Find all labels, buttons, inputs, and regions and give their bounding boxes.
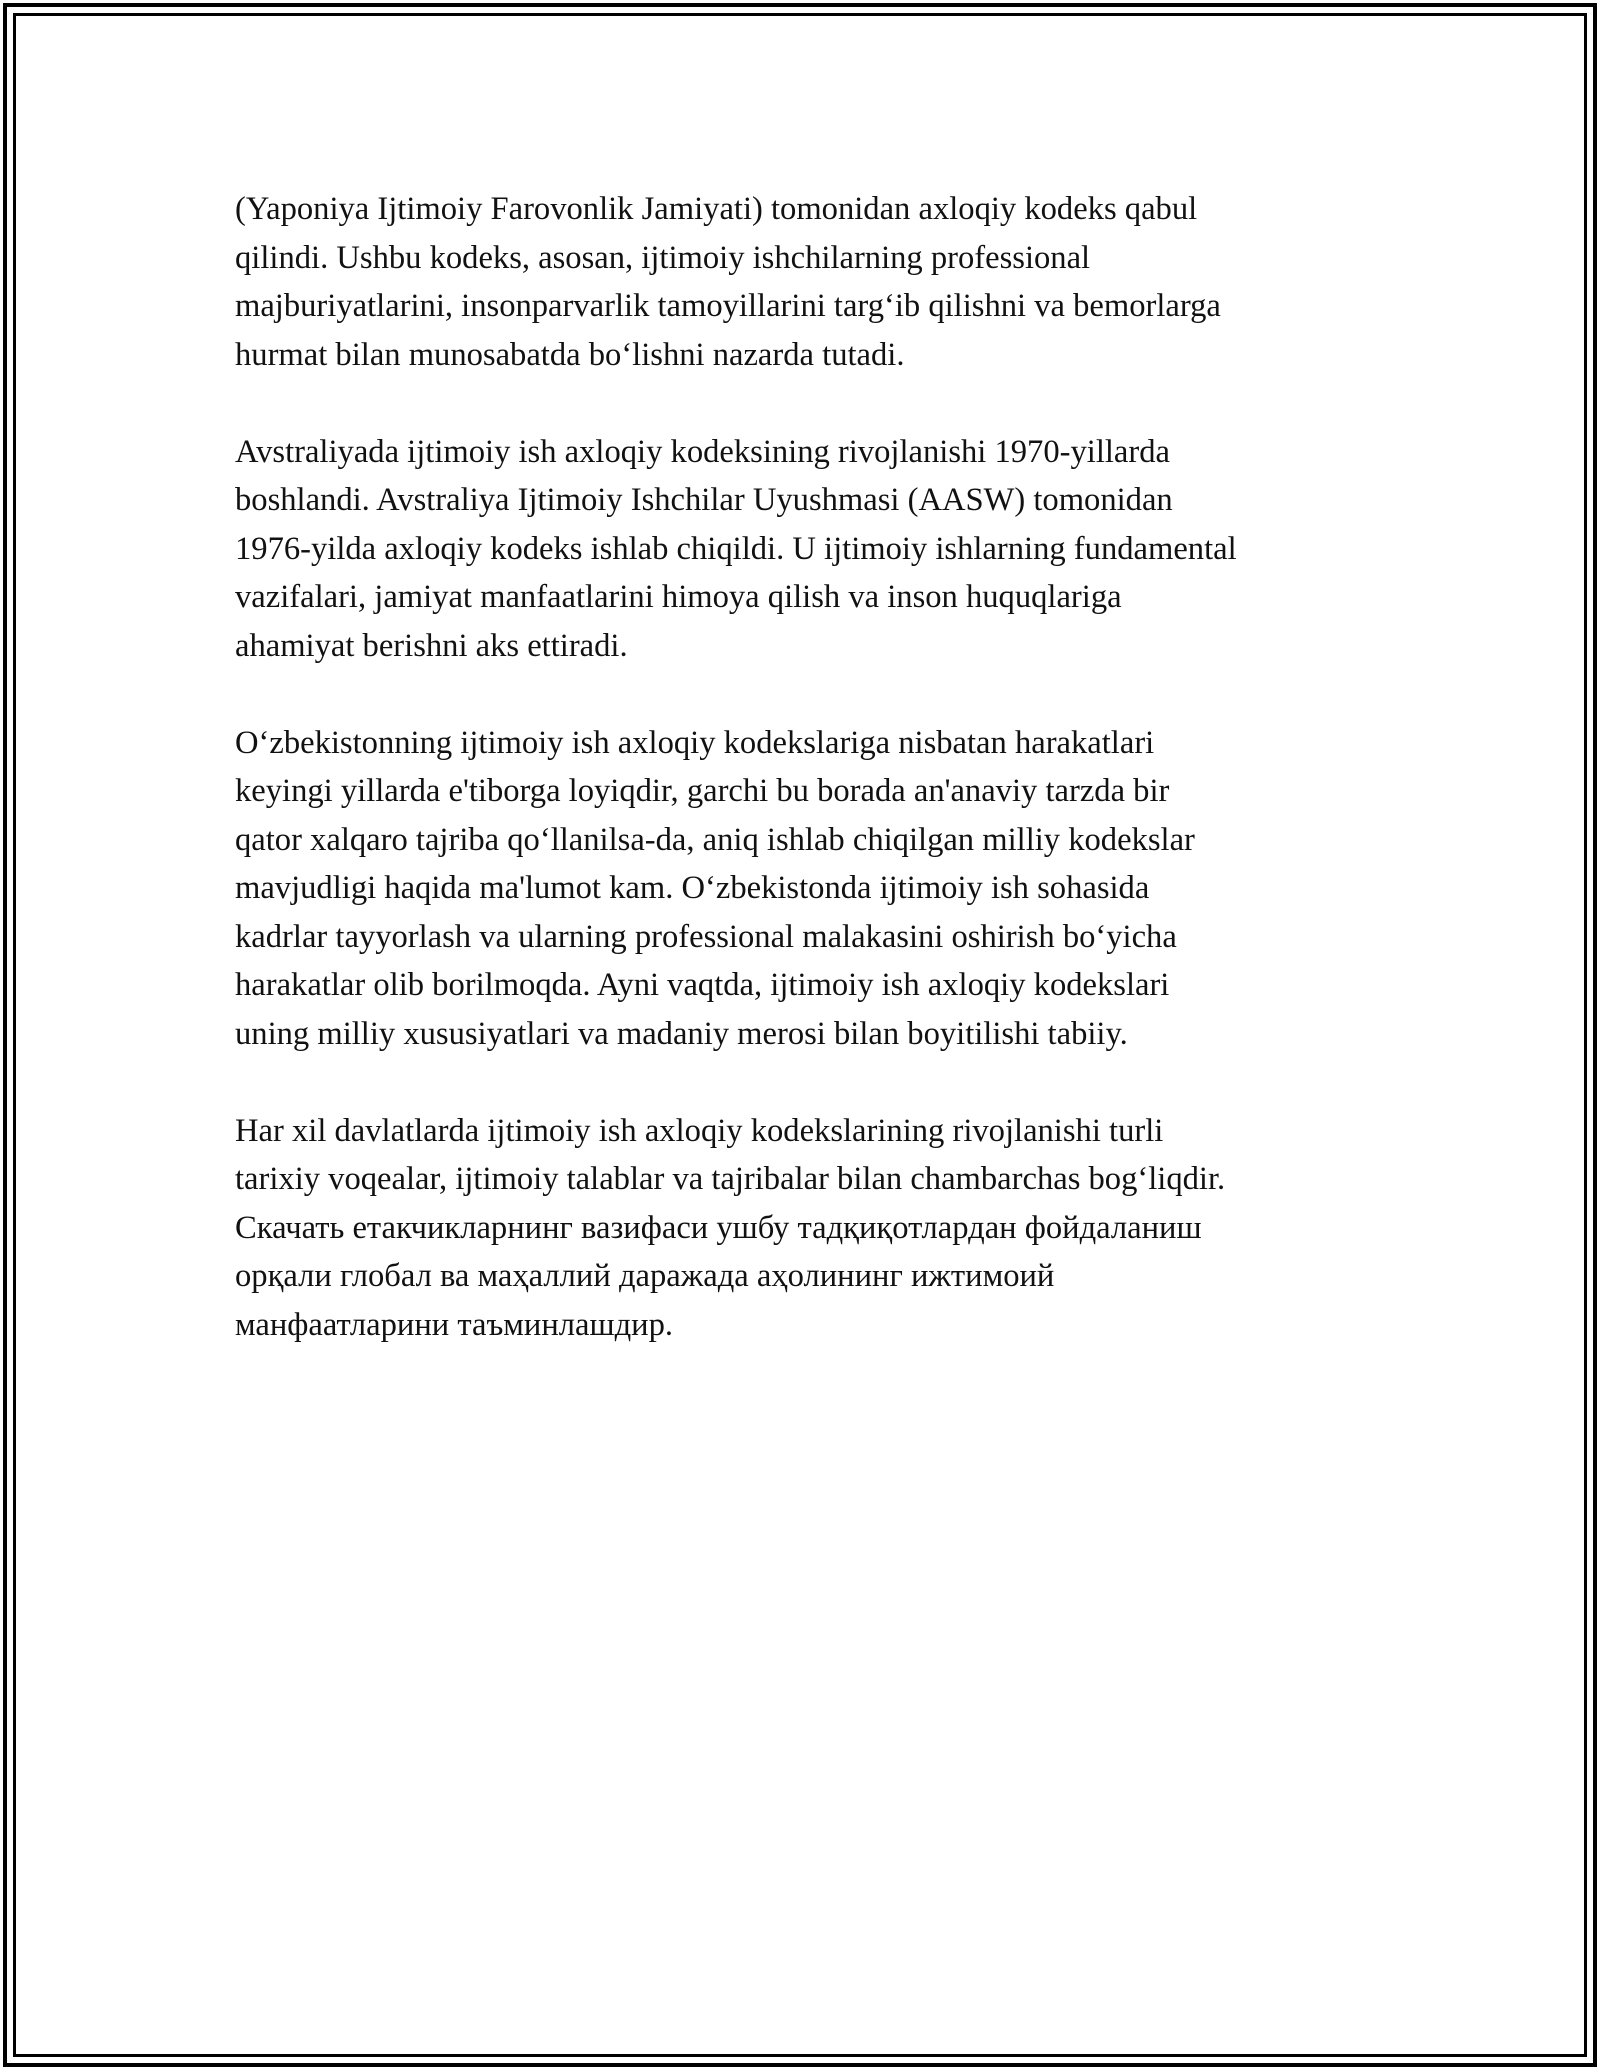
paragraph-australia-code <box>235 428 1365 671</box>
text-line: harakatlar olib borilmoqda. Ayni vaqtda, ijtimoiy ish axloqiy kodekslari <box>235 967 1170 1003</box>
text-line: орқали глобал ва маҳаллий даражада аҳолининг ижтимоий <box>235 1258 1055 1294</box>
text-line: qilindi. Ushbu kodeks, asosan, ijtimoiy ishchilarning professional <box>235 239 1091 276</box>
paragraph-japan-code <box>235 185 1365 379</box>
document-body <box>235 185 1365 1398</box>
paragraph-conclusion <box>235 1107 1365 1350</box>
text-line: kadrlar tayyorlash va ularning professional malakasini oshirish bo‘yicha <box>235 918 1177 955</box>
text-line: qator xalqaro tajriba qo‘llanilsa-da, aniq ishlab chiqilgan milliy kodekslar <box>235 821 1195 858</box>
text-line: mavjudligi haqida ma'lumot kam. O‘zbekistonda ijtimoiy ish sohasida <box>235 870 1150 906</box>
text-line: vazifalari, jamiyat manfaatlarini himoya qilish va inson huquqlariga <box>235 579 1122 615</box>
text-line: boshlandi. Avstraliya Ijtimoiy Ishchilar Uyushmasi (AASW) tomonidan <box>235 482 1173 518</box>
text-line: O‘zbekistonning ijtimoiy ish axloqiy kodekslariga nisbatan harakatlari <box>235 724 1155 761</box>
text-line: tarixiy voqealar, ijtimoiy talablar va tajribalar bilan chambarchas bog‘liqdir. <box>235 1161 1226 1197</box>
text-line: keyingi yillarda e'tiborga loyiqdir, garchi bu borada an'anaviy tarzda bir <box>235 773 1170 809</box>
text-line: (Yaponiya Ijtimoiy Farovonlik Jamiyati) tomonidan axloqiy kodeks qabul <box>235 191 1198 227</box>
text-line: манфаатларини таъминлашдир. <box>235 1306 674 1343</box>
text-line: majburiyatlarini, insonparvarlik tamoyillarini targ‘ib qilishni va bemorlarga <box>235 288 1221 324</box>
text-line: Avstraliyada ijtimoiy ish axloqiy kodeksining rivojlanishi 1970-yillarda <box>235 433 1170 470</box>
text-line: Har xil davlatlarda ijtimoiy ish axloqiy kodekslarining rivojlanishi turli <box>235 1112 1164 1149</box>
text-line: hurmat bilan munosabatda bo‘lishni nazarda tutadi. <box>235 336 905 373</box>
paragraph-uzbekistan-code <box>235 719 1365 1059</box>
text-line: 1976-yilda axloqiy kodeks ishlab chiqildi. U ijtimoiy ishlarning fundamental <box>235 530 1237 567</box>
text-line: ahamiyat berishni aks ettiradi. <box>235 627 628 664</box>
text-line: Скачать етакчикларнинг вазифаси ушбу тадқиқотлардан фойдаланиш <box>235 1209 1202 1246</box>
text-line: uning milliy xususiyatlari va madaniy merosi bilan boyitilishi tabiiy. <box>235 1015 1128 1052</box>
